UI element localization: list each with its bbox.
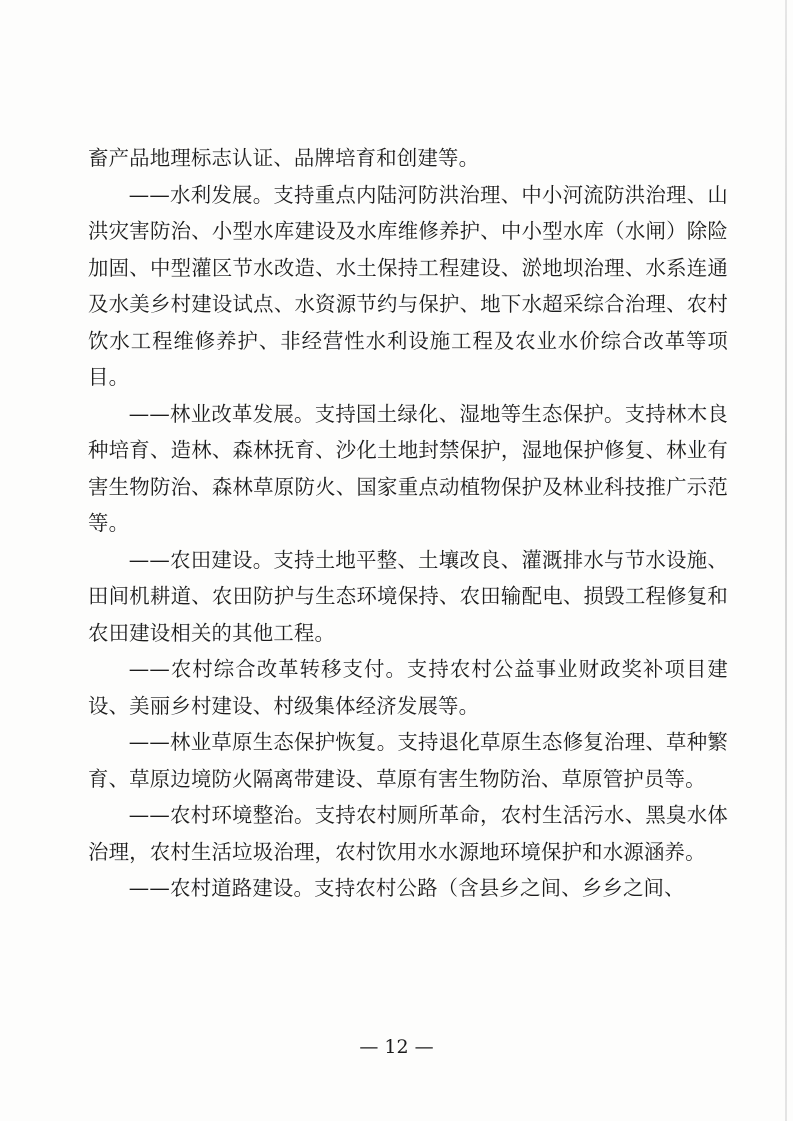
paragraph-forestry-reform: ——林业改革发展。支持国土绿化、湿地等生态保护。支持林木良种培育、造林、森林抚育、沙化土地封禁保护，湿地保护修复、林业有害生物防治、森林草原防火、国家重点动植物保护及林业科技推广示范等。 (88, 401, 728, 535)
paragraph-grassland-ecology: ——林业草原生态保护恢复。支持退化草原生态修复治理、草种繁育、草原边境防火隔离带建设、草原有害生物防治、草原管护员等。 (88, 730, 728, 791)
page-number: — 12 — (359, 1036, 434, 1058)
paragraph-rural-roads: ——农村道路建设。支持农村公路（含县乡之间、乡乡之间、 (128, 876, 685, 900)
paragraph-rural-environment: ——农村环境整治。支持农村厕所革命，农村生活污水、黑臭水体治理，农村生活垃圾治理，农村饮用水水源地环境保护和水源涵养。 (88, 803, 728, 864)
paragraph-water-conservancy: ——水利发展。支持重点内陆河防洪治理、中小河流防洪治理、山洪灾害防治、小型水库建设及水库维修养护、中小型水库（水闸）除险加固、中型灌区节水改造、水土保持工程建设、淤地坝治理、水系连通及水美乡村建设试点、水资源节约与保护、地下水超采综合治理、农村饮水工程维修养护、非经营性水利设施工程及农业水价综合改革等项目。 (88, 182, 728, 389)
document-body (88, 140, 728, 907)
paragraph-continuation: 畜产品地理标志认证、品牌培育和创建等。 (88, 146, 480, 170)
paragraph-farmland-construction: ——农田建设。支持土地平整、土壤改良、灌溉排水与节水设施、田间机耕道、农田防护与生态环境保持、农田输配电、损毁工程修复和农田建设相关的其他工程。 (88, 547, 728, 645)
paragraph-rural-comprehensive-reform: ——农村综合改革转移支付。支持农村公益事业财政奖补项目建设、美丽乡村建设、村级集体经济发展等。 (88, 657, 728, 718)
scan-edge (785, 0, 787, 1121)
